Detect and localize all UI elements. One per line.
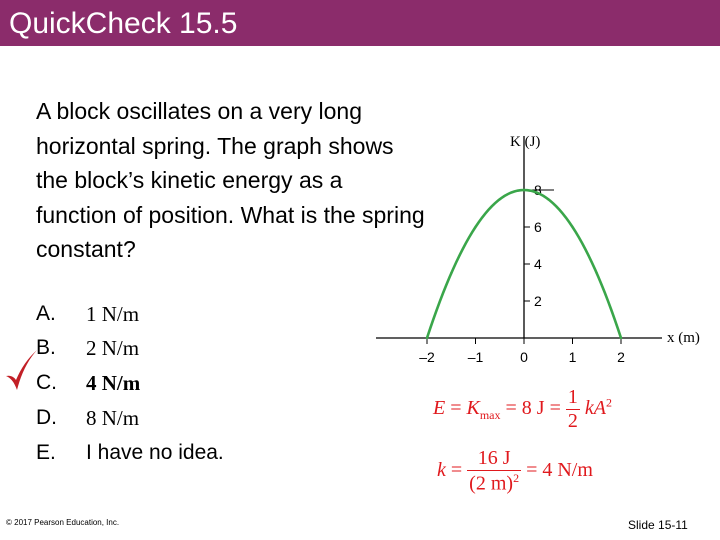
k-fraction-denominator — [467, 470, 521, 496]
one-half-fraction — [566, 386, 580, 433]
solution-line-2 — [437, 447, 593, 496]
x-tick-label: 2 — [617, 349, 625, 365]
choice-a-text: 1 N/m — [86, 302, 140, 326]
solution-line-1 — [433, 386, 612, 433]
y-tick-label: 2 — [534, 293, 542, 309]
data-point — [499, 198, 501, 200]
data-point — [426, 337, 428, 339]
x-tick-label: 1 — [568, 349, 577, 365]
k-fraction-denominator-exponent: 2 — [513, 471, 520, 485]
choice-c-text: 4 N/m — [86, 371, 141, 395]
choice-c-letter: C. — [36, 371, 57, 394]
x-tick-label: –1 — [467, 349, 484, 365]
fraction-denominator: 2 — [567, 410, 578, 432]
checkmark-icon — [4, 346, 38, 394]
choice-d-text: 8 N/m — [86, 406, 140, 430]
y-axis-label: K (J) — [510, 134, 541, 150]
data-point — [620, 337, 622, 339]
amplitude-exponent: 2 — [605, 395, 612, 410]
kmax-symbol: K — [466, 397, 480, 420]
choice-e-letter: E. — [36, 441, 56, 464]
x-tick-label: –2 — [419, 349, 435, 365]
slide-title: QuickCheck 15.5 — [9, 7, 238, 40]
fraction-numerator: 1 — [567, 386, 578, 408]
copyright-notice: © 2017 Pearson Education, Inc. — [6, 518, 120, 527]
spring-energy-term: kA — [584, 397, 606, 420]
choice-a-letter: A. — [36, 302, 56, 325]
x-tick-label: 0 — [520, 349, 528, 365]
y-tick-label: 4 — [534, 256, 542, 272]
spring-constant-result: = 4 N/m — [526, 458, 593, 481]
question-text: A block oscillates on a very long horizontal spring. The graph shows the block’s kinetic energy as a function of position. What is the spring constant? — [36, 98, 425, 262]
equals-sign-1: = — [450, 397, 462, 420]
k-fraction-denominator-base: (2 m) — [469, 472, 514, 495]
data-point — [474, 226, 476, 228]
y-tick-label: 6 — [534, 219, 542, 235]
energy-value: = 8 J = — [505, 397, 561, 420]
choice-b-text: 2 N/m — [86, 336, 140, 360]
data-point — [596, 272, 598, 274]
kmax-subscript: max — [479, 408, 501, 423]
data-point — [571, 226, 573, 228]
slide-number: Slide 15-11 — [628, 518, 688, 532]
choice-d-letter: D. — [36, 406, 57, 429]
data-point — [547, 198, 549, 200]
spring-constant-symbol: k — [437, 458, 446, 481]
k-fraction — [467, 447, 521, 496]
energy-symbol: E — [433, 397, 446, 420]
data-point — [523, 189, 525, 191]
equals-sign-2: = — [450, 458, 463, 481]
choice-b-letter: B. — [36, 336, 56, 359]
choice-e-text: I have no idea. — [86, 441, 224, 464]
kinetic-energy-graph — [370, 120, 710, 370]
data-point — [450, 272, 452, 274]
k-fraction-numerator: 16 J — [477, 447, 511, 469]
x-axis-label: x (m) — [667, 330, 700, 346]
y-tick-label: 8 — [534, 182, 542, 198]
